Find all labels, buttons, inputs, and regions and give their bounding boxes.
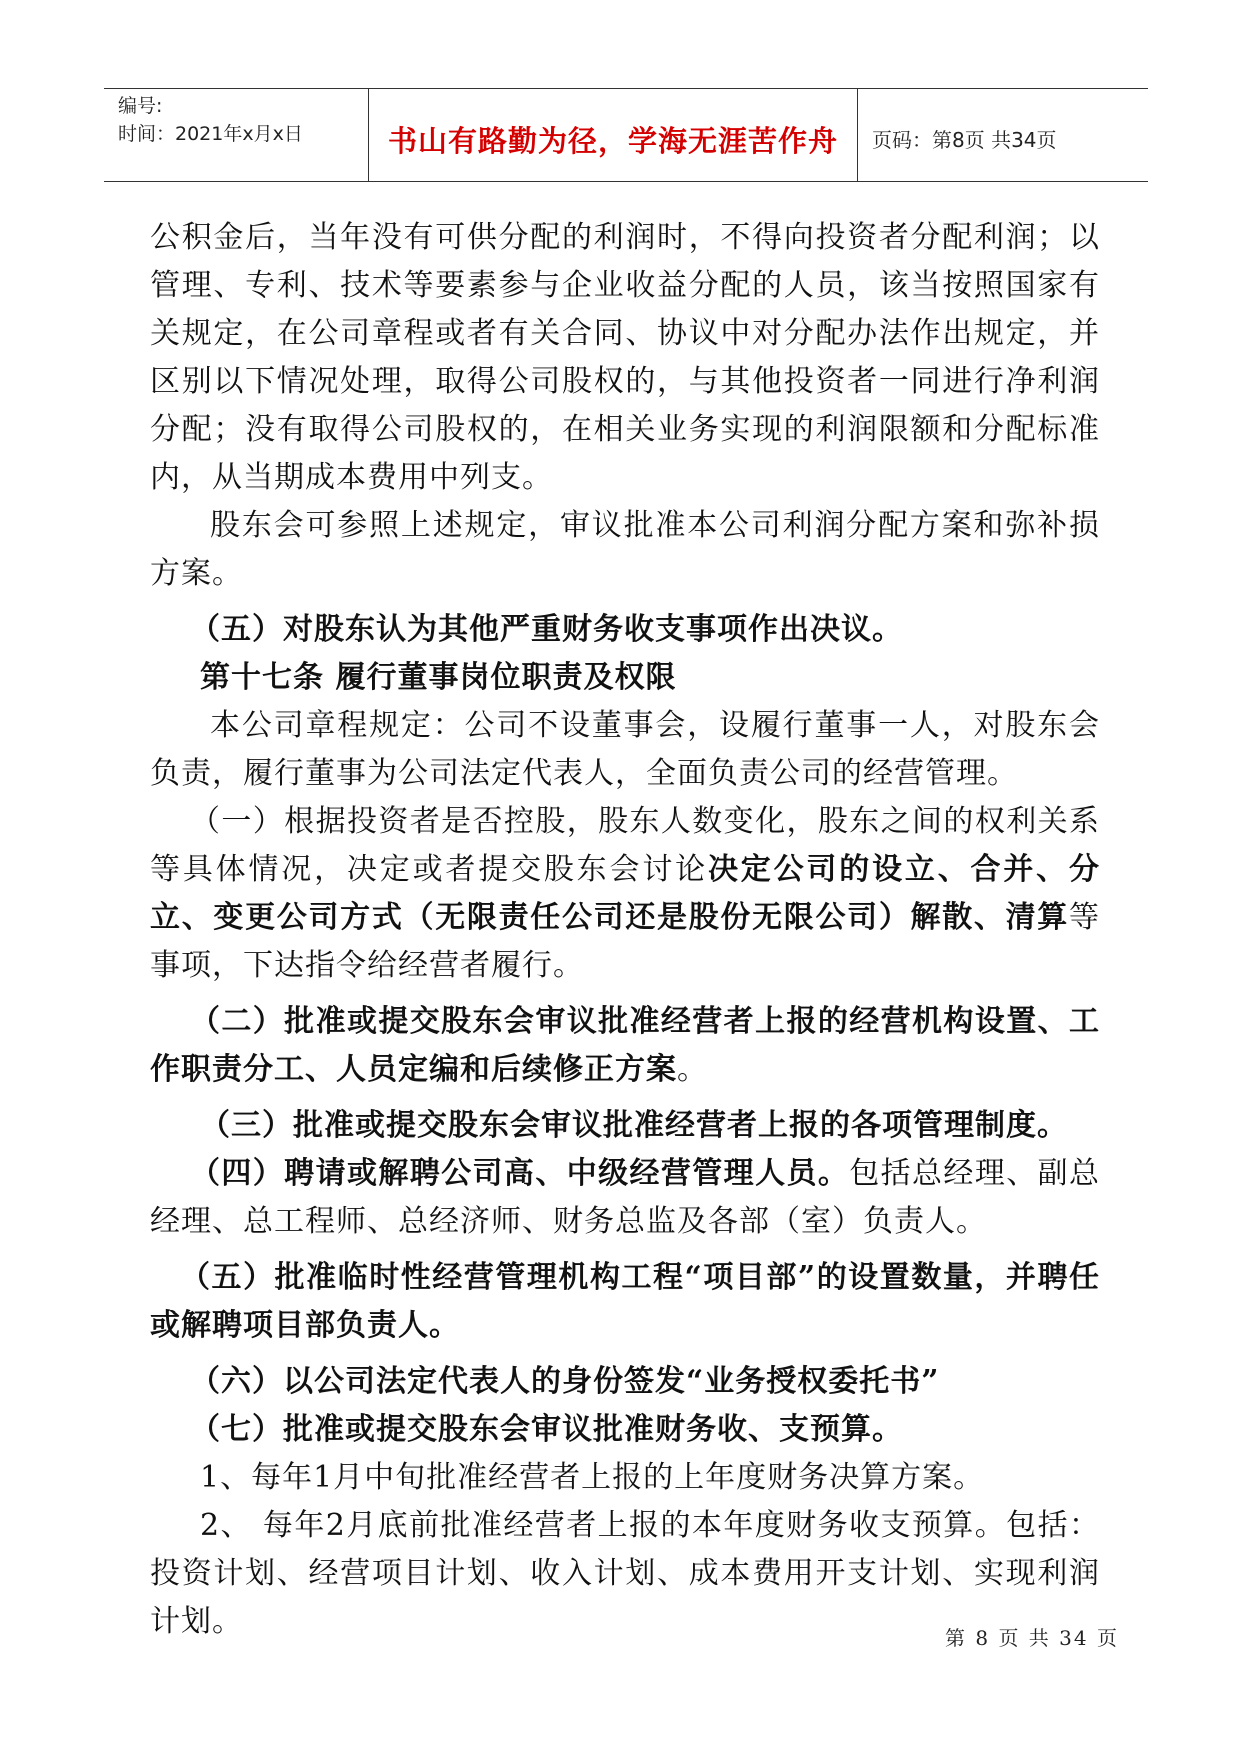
paragraph-text: （一）根据投资者是否控股，股东人数变化，股东之间的权利关系等具体情况，决定或者提交股东会讨论 — [150, 804, 1100, 887]
header-page-cell — [858, 89, 1148, 181]
paragraph-text: 包括总经理、副总经理、总工程师、总经济师、财务总监及各部（室）负责人。 — [150, 1156, 1100, 1239]
header-info-cell — [104, 89, 369, 181]
article-heading: 第十七条 履行董事岗位职责及权限 — [200, 660, 677, 695]
header-motto: 书山有路勤为径，学海无涯苦作舟 — [387, 124, 838, 158]
paragraph: 本公司章程规定：公司不设董事会，设履行董事一人，对股东会负责，履行董事为公司法定代表人，全面负责公司的经营管理。 — [150, 708, 1100, 791]
page-header — [104, 88, 1148, 182]
paragraph: （七）批准或提交股东会审议批准财务收、支预算。 — [190, 1412, 903, 1447]
paragraph-text: 。 — [677, 1052, 708, 1087]
paragraph: 公积金后，当年没有可供分配的利润时，不得向投资者分配利润；以管理、专利、技术等要素参与企业收益分配的人员，该当按照国家有关规定，在公司章程或者有关合同、协议中对分配办法作出规定，并区别以下情况处理，取得公司股权的，与其他投资者一同进行净利润分配；没有取得公司股权的，在相关业务实现的利润限额和分配标准内，从当期成本费用中列支。 — [150, 220, 1100, 495]
paragraph-emphasis: 决定公司的设立、合并、分立、变更公司方式（无限责任公司还是股份无限公司）解散、清算 — [150, 852, 1101, 935]
paragraph-emphasis: （二）批准或提交股东会审议批准经营者上报的经营机构设置、工作职责分工、人员定编和后续修正方案 — [150, 1004, 1100, 1087]
paragraph — [150, 798, 1100, 990]
paragraph — [150, 1150, 1100, 1246]
paragraph: 2、 每年2月底前批准经营者上报的本年度财务收支预算。包括：投资计划、经营项目计划、收入计划、成本费用开支计划、实现利润计划。 — [150, 1508, 1100, 1639]
section-heading: （五）对股东认为其他严重财务收支事项作出决议。 — [190, 612, 903, 647]
header-page-code: 页码：第8页 共34页 — [872, 128, 1057, 152]
document-time-label: 时间：2021年x月x日 — [118, 123, 303, 145]
document-body — [150, 214, 1100, 1646]
paragraph: （五）批准临时性经营管理机构工程“项目部”的设置数量，并聘任或解聘项目部负责人。 — [150, 1260, 1100, 1343]
paragraph-text: 等事项，下达指令给经营者履行。 — [150, 900, 1100, 983]
paragraph-emphasis: （四）聘请或解聘公司高、中级经营管理人员。 — [190, 1156, 850, 1191]
header-motto-cell — [369, 89, 858, 181]
page-footer: 第 8 页 共 34 页 — [945, 1626, 1119, 1650]
paragraph — [150, 998, 1100, 1094]
paragraph: （三）批准或提交股东会审议批准经营者上报的各项管理制度。 — [200, 1108, 1068, 1143]
paragraph: 股东会可参照上述规定，审议批准本公司利润分配方案和弥补损方案。 — [150, 508, 1100, 591]
paragraph: （六）以公司法定代表人的身份签发“业务授权委托书” — [190, 1364, 940, 1399]
paragraph: 1、每年1月中旬批准经营者上报的上年度财务决算方案。 — [200, 1460, 985, 1495]
document-number-label: 编号: — [118, 95, 163, 117]
